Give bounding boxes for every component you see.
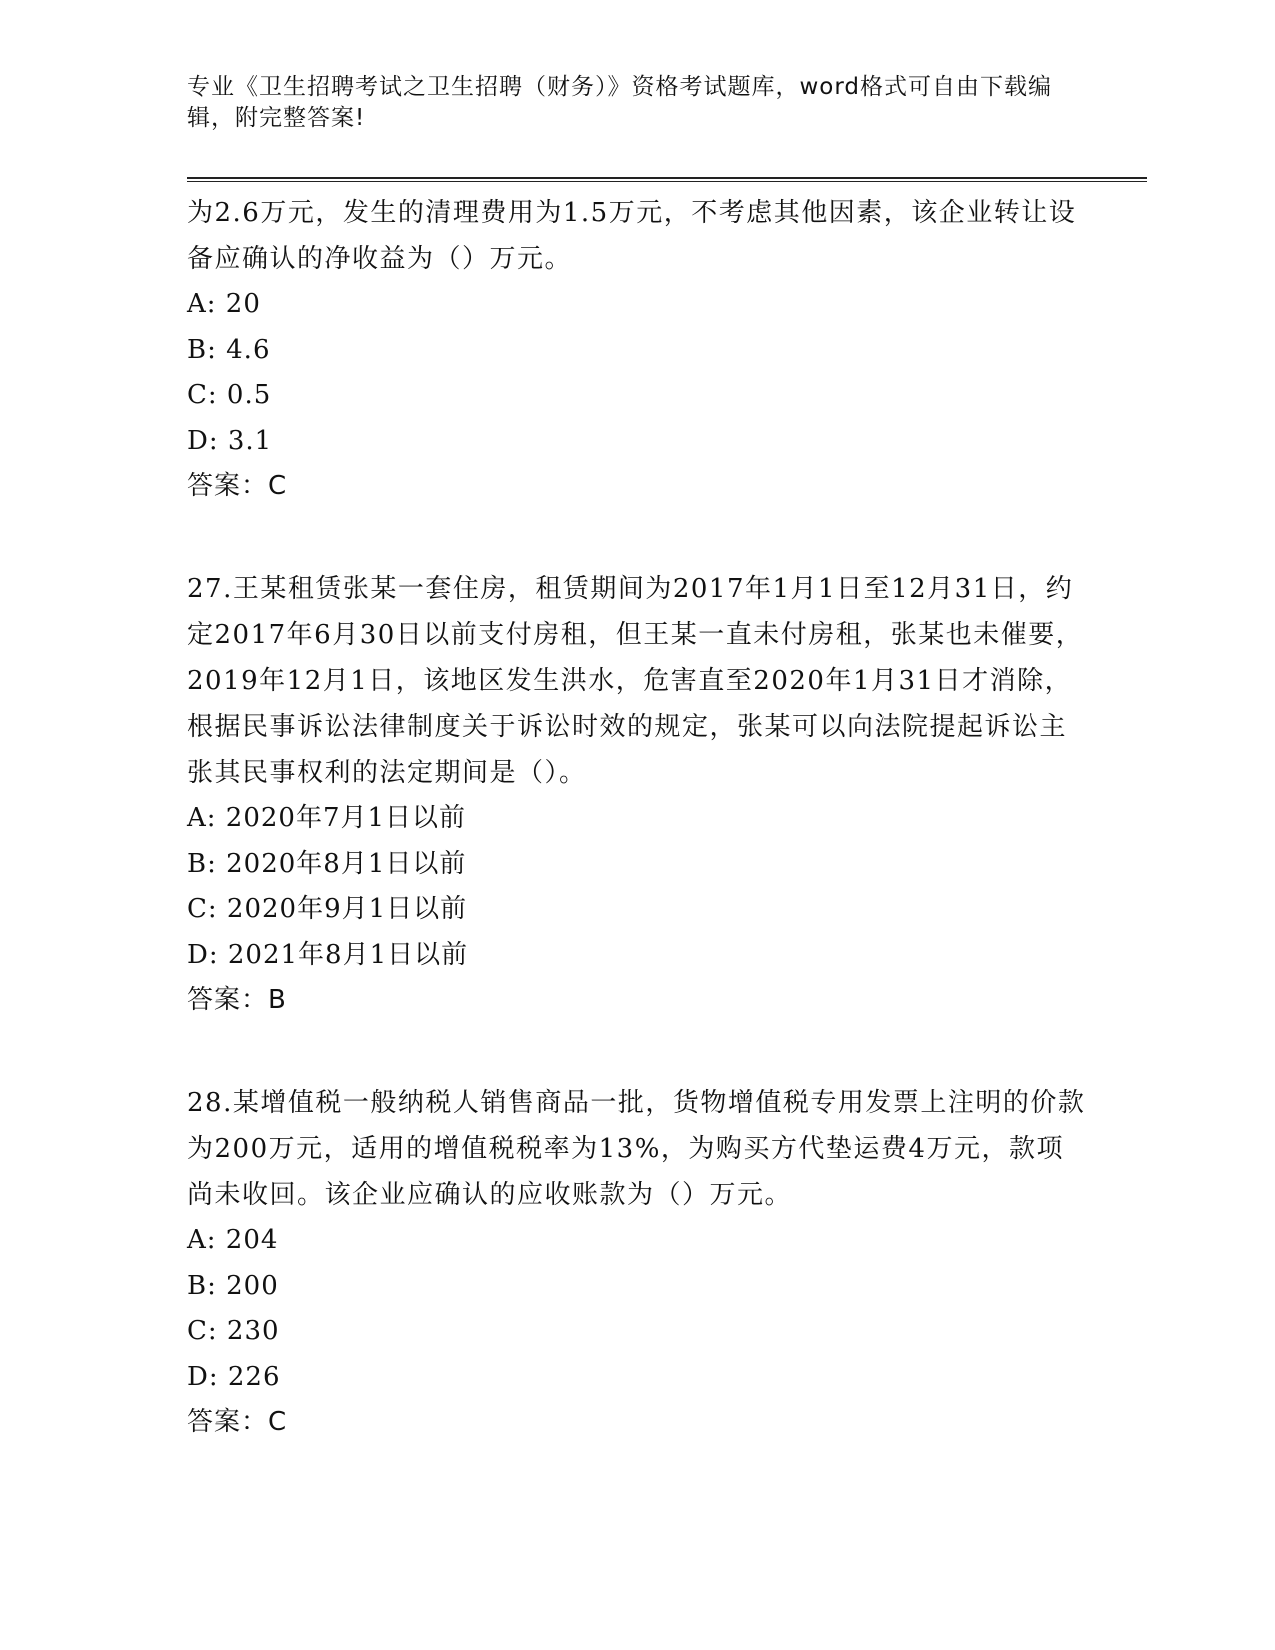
- answer-text: 答案：B: [187, 985, 287, 1015]
- answer-text: 答案：C: [187, 471, 288, 501]
- question-list: [187, 190, 1087, 1444]
- option-d: D: 2021年8月1日以前: [187, 939, 469, 970]
- option-a: A: 204: [187, 1225, 279, 1255]
- answer-text: 答案：C: [187, 1407, 288, 1437]
- question-block: [187, 190, 1087, 508]
- option-d: D: 3.1: [187, 425, 273, 456]
- question-text: 27.王某租赁张某一套住房，租赁期间为2017年1月1日至12月31日，约定2017年6月30日以前支付房租，但王某一直未付房租，张某也未催要，2019年12月1日，该地区发生洪水，危害直至2020年1月31日才消除，根据民事诉讼法律制度关于诉讼时效的规定，张某可以向法院提起诉讼主张其民事权利的法定期间是（）。: [187, 574, 1084, 788]
- question-text: 为2.6万元，发生的清理费用为1.5万元，不考虑其他因素，该企业转让设备应确认的净收益为（）万元。: [187, 198, 1077, 274]
- question-text: 28.某增值税一般纳税人销售商品一批，货物增值税专用发票上注明的价款为200万元，适用的增值税税率为13%，为购买方代垫运费4万元，款项尚未收回。该企业应确认的应收账款为（）万元。: [187, 1088, 1086, 1210]
- option-b: B: 2020年8月1日以前: [187, 848, 467, 879]
- option-d: D: 226: [187, 1361, 281, 1392]
- option-c: C: 230: [187, 1316, 280, 1346]
- document-header: [187, 72, 1087, 134]
- option-a: A: 2020年7月1日以前: [187, 803, 467, 833]
- header-divider: [187, 177, 1147, 182]
- question-block: [187, 566, 1087, 1022]
- option-c: C: 0.5: [187, 380, 272, 410]
- option-b: B: 200: [187, 1270, 279, 1301]
- option-b: B: 4.6: [187, 334, 271, 365]
- option-c: C: 2020年9月1日以前: [187, 894, 468, 924]
- question-block: [187, 1080, 1087, 1444]
- option-a: A: 20: [187, 289, 261, 319]
- header-title: 专业《卫生招聘考试之卫生招聘（财务）》资格考试题库，word格式可自由下载编辑，附完整答案!: [187, 74, 1053, 131]
